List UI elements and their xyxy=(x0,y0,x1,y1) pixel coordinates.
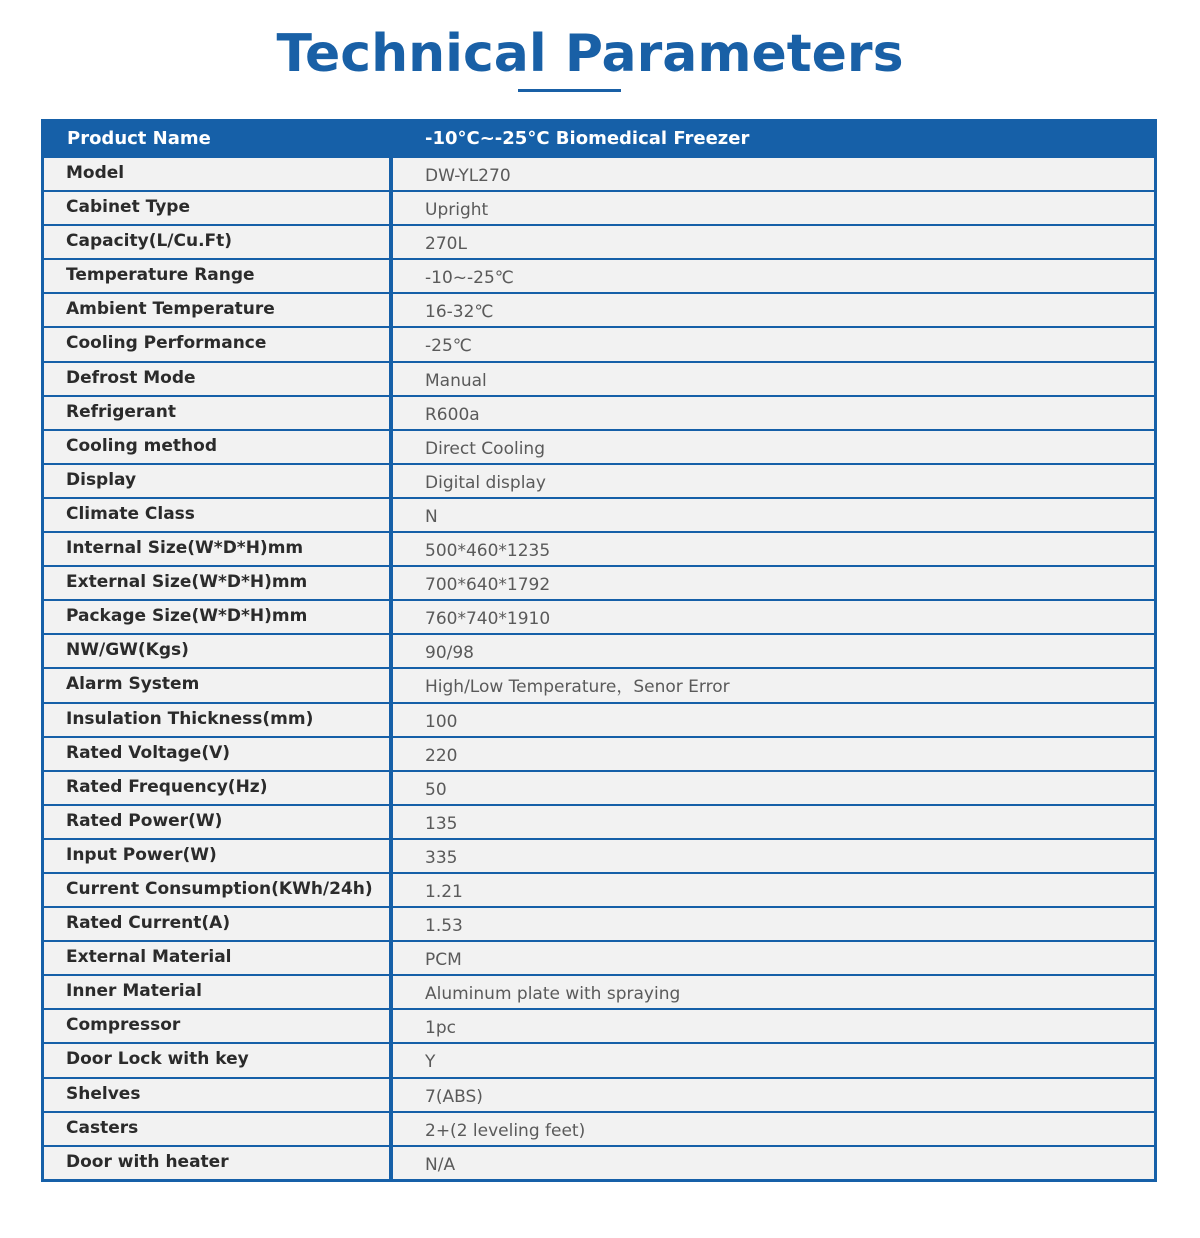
parameter-value: 90/98 xyxy=(393,635,1154,667)
parameter-label: Cooling Performance xyxy=(44,328,389,360)
parameter-value: Direct Cooling xyxy=(393,431,1154,463)
parameter-label: Internal Size(W*D*H)mm xyxy=(44,533,389,565)
table-row xyxy=(44,567,1154,599)
parameter-label: Rated Power(W) xyxy=(44,806,389,838)
table-row xyxy=(44,328,1154,360)
parameter-value: 335 xyxy=(393,840,1154,872)
parameter-value: PCM xyxy=(393,942,1154,974)
parameter-label: Cabinet Type xyxy=(44,192,389,224)
parameter-label: Insulation Thickness(mm) xyxy=(44,704,389,736)
parameter-value: 760*740*1910 xyxy=(393,601,1154,633)
table-row xyxy=(44,806,1154,838)
table-row xyxy=(44,738,1154,770)
parameter-label: External Size(W*D*H)mm xyxy=(44,567,389,599)
parameter-value: Upright xyxy=(393,192,1154,224)
table-row xyxy=(44,431,1154,463)
parameter-label: Temperature Range xyxy=(44,260,389,292)
table-row xyxy=(44,533,1154,565)
title-underline xyxy=(518,89,621,92)
parameter-value: 2+(2 leveling feet) xyxy=(393,1113,1154,1145)
parameter-value: 700*640*1792 xyxy=(393,567,1154,599)
parameter-label: Shelves xyxy=(44,1079,389,1111)
parameter-value: 100 xyxy=(393,704,1154,736)
table-row xyxy=(44,1079,1154,1111)
parameter-value: Y xyxy=(393,1044,1154,1076)
parameter-label: Rated Current(A) xyxy=(44,908,389,940)
parameter-label: Inner Material xyxy=(44,976,389,1008)
table-row xyxy=(44,158,1154,190)
parameter-value: R600a xyxy=(393,397,1154,429)
parameter-value: 220 xyxy=(393,738,1154,770)
parameter-label: Cooling method xyxy=(44,431,389,463)
parameter-label: Compressor xyxy=(44,1010,389,1042)
table-row xyxy=(44,260,1154,292)
table-row xyxy=(44,294,1154,326)
parameter-label: Climate Class xyxy=(44,499,389,531)
table-row xyxy=(44,499,1154,531)
parameter-label: Package Size(W*D*H)mm xyxy=(44,601,389,633)
table-row xyxy=(44,942,1154,974)
parameter-label: External Material xyxy=(44,942,389,974)
parameter-label: Ambient Temperature xyxy=(44,294,389,326)
table-row xyxy=(44,226,1154,258)
parameter-label: NW/GW(Kgs) xyxy=(44,635,389,667)
parameter-label: Display xyxy=(44,465,389,497)
table-header-row xyxy=(44,122,1154,156)
parameter-label: Capacity(L/Cu.Ft) xyxy=(44,226,389,258)
parameter-label: Casters xyxy=(44,1113,389,1145)
table-row xyxy=(44,363,1154,395)
parameter-value: High/Low Temperature，Senor Error xyxy=(393,669,1154,701)
parameter-label: Defrost Mode xyxy=(44,363,389,395)
table-row xyxy=(44,465,1154,497)
parameter-value: Digital display xyxy=(393,465,1154,497)
parameter-value: 16-32℃ xyxy=(393,294,1154,326)
table-row xyxy=(44,635,1154,667)
page-title: Technical Parameters xyxy=(276,24,904,84)
parameter-label: Refrigerant xyxy=(44,397,389,429)
table-row xyxy=(44,1010,1154,1042)
parameter-value: Manual xyxy=(393,363,1154,395)
parameter-value: -10~-25℃ xyxy=(393,260,1154,292)
parameters-table xyxy=(41,119,1157,1182)
parameter-label: Door with heater xyxy=(44,1147,389,1179)
table-row xyxy=(44,976,1154,1008)
parameter-label: Rated Frequency(Hz) xyxy=(44,772,389,804)
table-row xyxy=(44,601,1154,633)
parameter-value: Aluminum plate with spraying xyxy=(393,976,1154,1008)
parameter-value: -25℃ xyxy=(393,328,1154,360)
parameter-value: 1.21 xyxy=(393,874,1154,906)
parameter-value: 1pc xyxy=(393,1010,1154,1042)
parameter-label: Door Lock with key xyxy=(44,1044,389,1076)
parameter-value: 50 xyxy=(393,772,1154,804)
table-body xyxy=(44,158,1154,1181)
parameter-label: Model xyxy=(44,158,389,190)
header-value: -10°C~-25°C Biomedical Freezer xyxy=(425,128,750,149)
parameter-value: 135 xyxy=(393,806,1154,838)
parameter-value: N xyxy=(393,499,1154,531)
table-row xyxy=(44,874,1154,906)
table-row xyxy=(44,1044,1154,1076)
parameter-value: DW-YL270 xyxy=(393,158,1154,190)
table-row xyxy=(44,669,1154,701)
table-row xyxy=(44,704,1154,736)
table-row xyxy=(44,192,1154,224)
header-label: Product Name xyxy=(67,128,211,149)
table-row xyxy=(44,772,1154,804)
parameter-label: Current Consumption(KWh/24h) xyxy=(44,874,389,906)
table-row xyxy=(44,1147,1154,1179)
parameter-value: N/A xyxy=(393,1147,1154,1179)
parameter-label: Input Power(W) xyxy=(44,840,389,872)
parameter-label: Alarm System xyxy=(44,669,389,701)
table-row xyxy=(44,840,1154,872)
table-row xyxy=(44,1113,1154,1145)
parameter-value: 7(ABS) xyxy=(393,1079,1154,1111)
parameter-value: 1.53 xyxy=(393,908,1154,940)
table-row xyxy=(44,397,1154,429)
table-row xyxy=(44,908,1154,940)
parameter-label: Rated Voltage(V) xyxy=(44,738,389,770)
parameter-value: 270L xyxy=(393,226,1154,258)
parameter-value: 500*460*1235 xyxy=(393,533,1154,565)
